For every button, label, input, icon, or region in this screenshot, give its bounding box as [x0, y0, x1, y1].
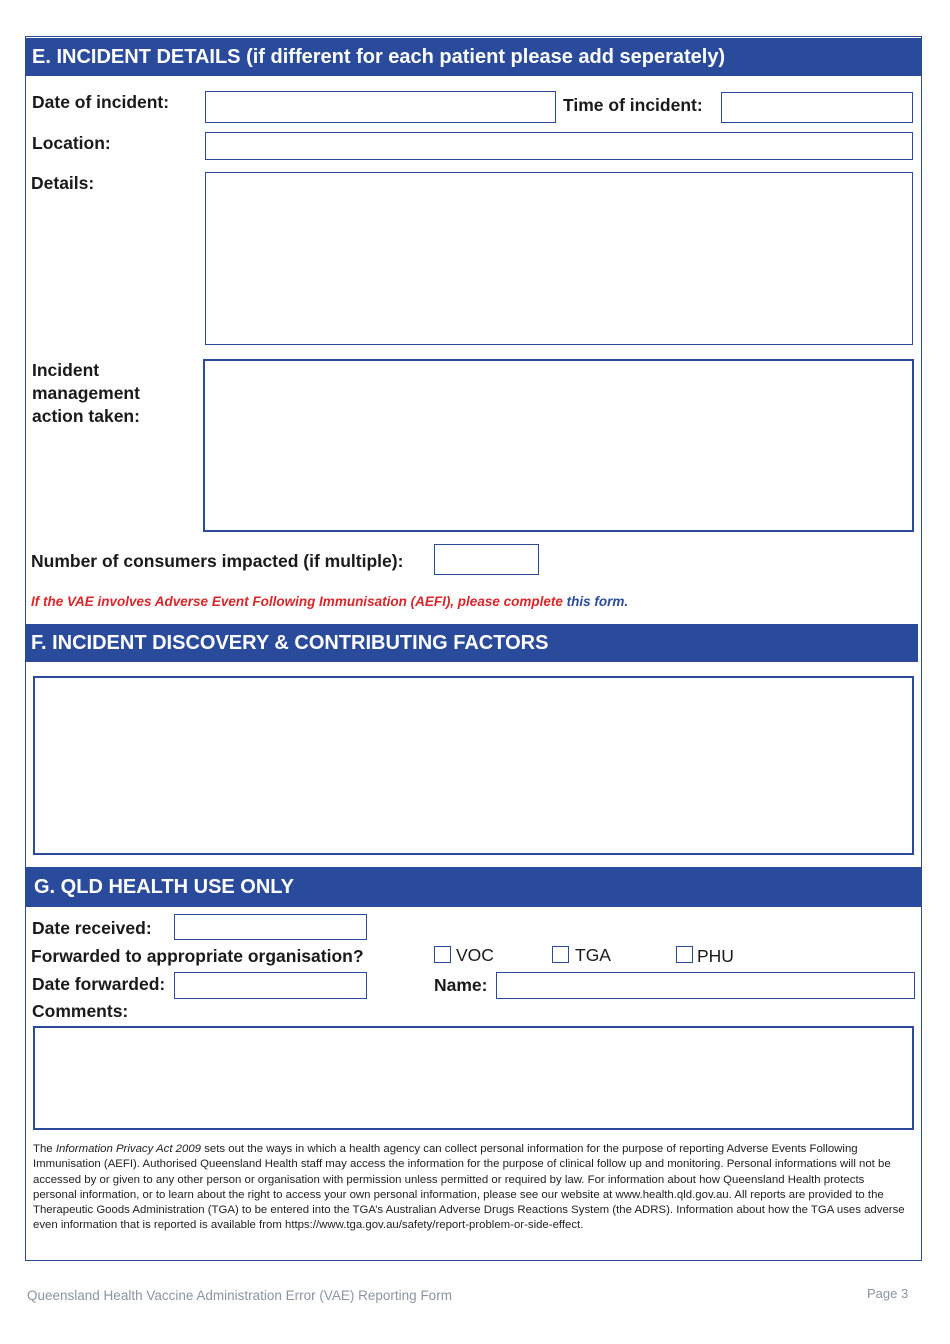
footer-form-title: Queensland Health Vaccine Administration Error (VAE) Reporting Form: [27, 1288, 452, 1303]
privacy-act-name: Information Privacy Act 2009: [55, 1143, 202, 1155]
tga-label: TGA: [575, 945, 611, 965]
aefi-note-text: If the VAE involves Adverse Event Following Immunisation (AEFI), please complete: [31, 594, 563, 609]
consumers-impacted-label: Number of consumers impacted (if multiple):: [31, 551, 404, 571]
date-received-label: Date received:: [32, 918, 152, 938]
details-field[interactable]: [205, 172, 913, 345]
time-of-incident-field[interactable]: [721, 92, 913, 123]
location-label: Location:: [32, 133, 111, 153]
aefi-form-link[interactable]: this form.: [566, 594, 629, 609]
comments-label: Comments:: [32, 1001, 129, 1021]
privacy-statement: [33, 1142, 909, 1234]
consumers-impacted-field[interactable]: [434, 544, 539, 575]
location-field[interactable]: [205, 132, 913, 160]
voc-label: VOC: [456, 945, 494, 965]
time-of-incident-label: Time of incident:: [563, 95, 703, 115]
date-forwarded-field[interactable]: [174, 972, 367, 999]
name-label: Name:: [434, 975, 488, 995]
privacy-text-start: The: [33, 1143, 53, 1155]
action-taken-label-line-1: Incident: [32, 360, 100, 380]
aefi-note: [31, 594, 628, 609]
date-of-incident-label: Date of incident:: [32, 92, 170, 112]
contributing-factors-field[interactable]: [33, 676, 914, 855]
name-field[interactable]: [496, 972, 915, 999]
action-taken-label-line-3: action taken:: [32, 406, 140, 426]
comments-field[interactable]: [33, 1026, 914, 1130]
privacy-text-body: sets out the ways in which a health agency can collect personal information for the purpose of reporting Adverse Events Following Immunisation (AEFI). Authorised Queensland Health staff may access the information for the purpose of clinical follow up and monitoring. Personal informations will not be accessed by or given to any other person or organisation with permission unless permitted or required by law. For information about how Queensland Health protects personal information, or to learn about the right to access your own personal information, please see our website at www.health.qld.gov.au. All reports are provided to the Therapeutic Goods Administration (TGA) to be entered into the TGA’s Australian Adverse Drugs Reactions System (the ADRS). Information about how the TGA uses adverse even information that is reported is available from https://www.tga.gov.au/safety/report-problem-or-side-effect.: [33, 1143, 905, 1232]
date-of-incident-field[interactable]: [205, 91, 556, 123]
page-number: Page 3: [867, 1286, 909, 1301]
tga-checkbox[interactable]: [552, 946, 569, 963]
action-taken-field[interactable]: [203, 359, 914, 532]
date-forwarded-label: Date forwarded:: [32, 974, 166, 994]
section-g-header: G. QLD HEALTH USE ONLY: [26, 867, 921, 907]
section-e-header: E. INCIDENT DETAILS (if different for each patient please add seperately): [26, 38, 921, 76]
date-received-field[interactable]: [174, 914, 367, 940]
section-f-header: F. INCIDENT DISCOVERY & CONTRIBUTING FACTORS: [25, 624, 918, 662]
forwarded-label: Forwarded to appropriate organisation?: [31, 946, 364, 966]
voc-checkbox[interactable]: [434, 946, 451, 963]
phu-checkbox[interactable]: [676, 946, 693, 963]
action-taken-label-line-2: management: [32, 383, 140, 403]
phu-label: PHU: [697, 946, 734, 966]
details-label: Details:: [31, 173, 95, 193]
